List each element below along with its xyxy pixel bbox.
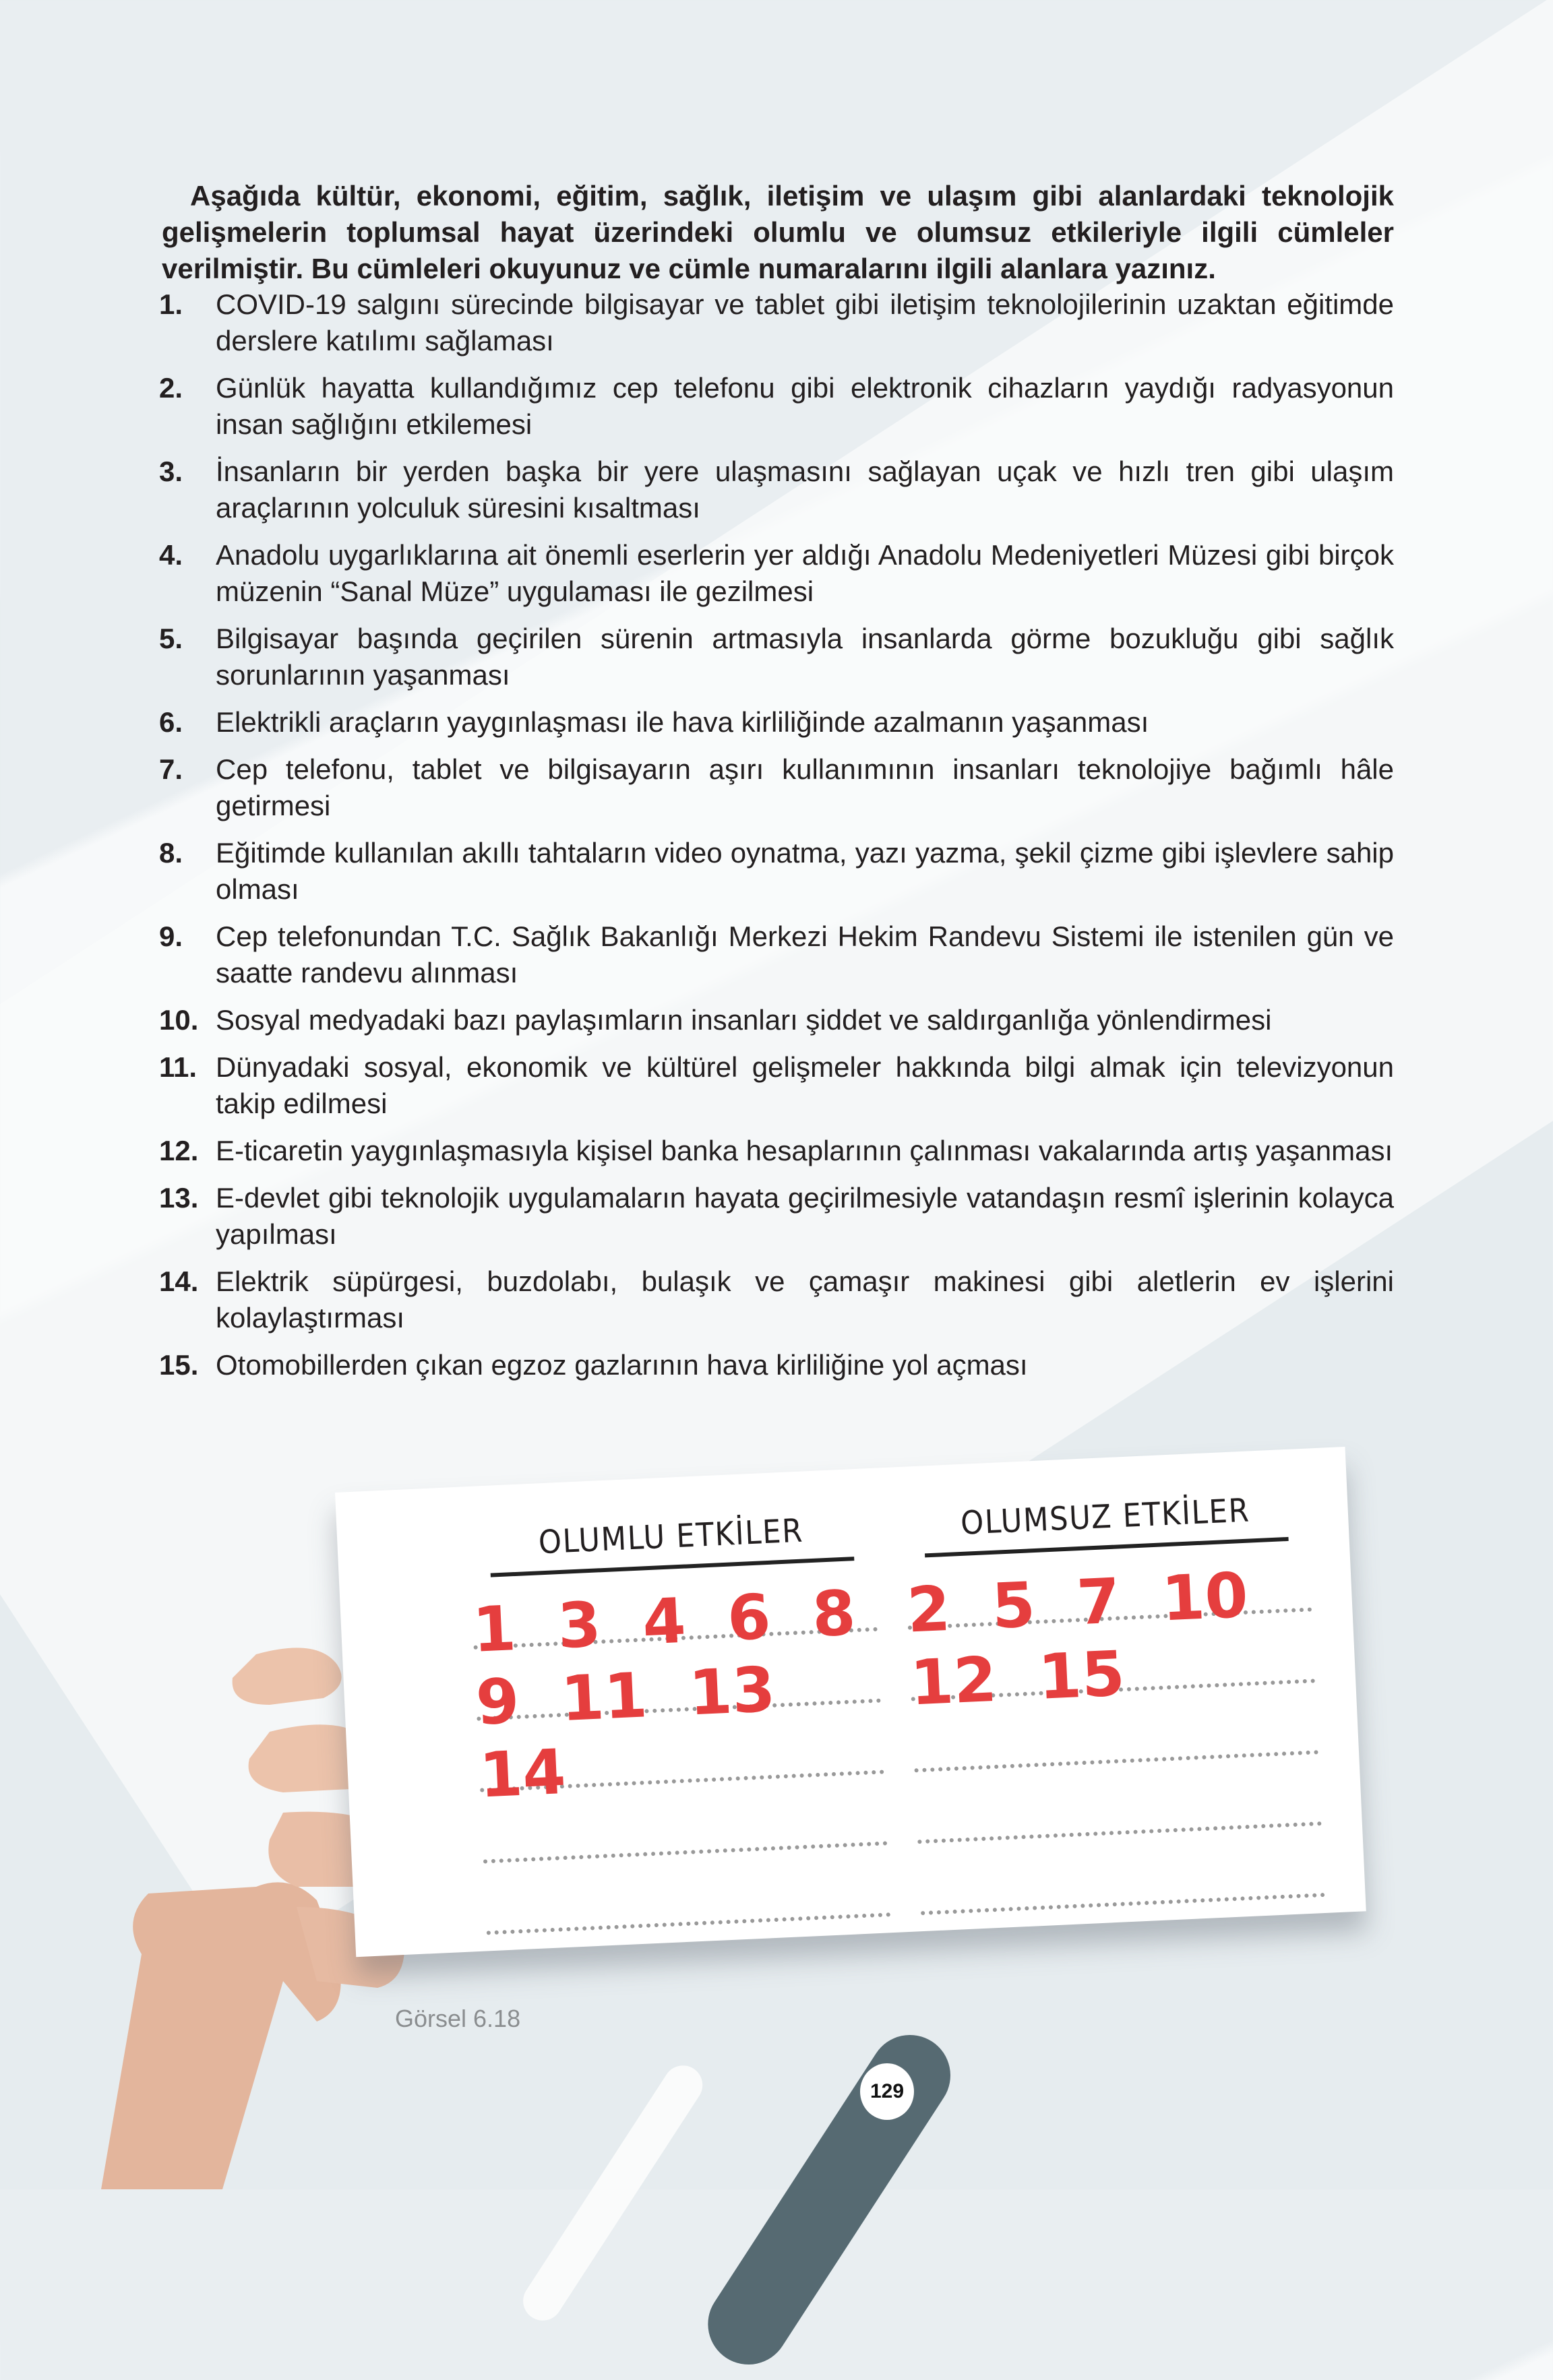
statement-item (159, 1180, 1394, 1253)
statement-text: Elektrik süpürgesi, buzdolabı, bulaşık ve çamaşır makinesi gibi aletlerin ev işlerini kolaylaştırması (216, 1265, 1394, 1334)
statement-number: 12. (159, 1135, 199, 1166)
statement-item (159, 704, 1394, 741)
statement-list (159, 286, 1394, 1394)
positive-effects-heading: OLUMLU ETKİLER (488, 1509, 854, 1577)
instructions: Aşağıda kültür, ekonomi, eğitim, sağlık, iletişim ve ulaşım gibi alanlardaki teknolojik gelişmelerin toplumsal hayat üzerindeki olumlu ve olumsuz etkileriyle ilgili cümleler verilmiştir. Bu cümleleri okuyunuz ve cümle numaralarını ilgili alanlara yazınız. (162, 180, 1394, 284)
statement-text: Sosyal medyadaki bazı paylaşımların insanları şiddet ve saldırganlığa yönlendirmesi (216, 1004, 1272, 1036)
page-number-tab (692, 2019, 966, 2380)
statement-text: COVID-19 salgını sürecinde bilgisayar ve tablet gibi iletişim teknolojilerinin uzaktan eğitimde derslere katılımı sağlaması (216, 288, 1394, 356)
statement-number: 2. (159, 372, 183, 404)
figure-caption: Görsel 6.18 (395, 2005, 521, 2032)
statement-text: Bilgisayar başında geçirilen sürenin artmasıyla insanlarda görme bozukluğu gibi sağlık sorunlarının yaşanması (216, 623, 1394, 691)
statement-text: E-ticaretin yaygınlaşmasıyla kişisel banka hesaplarının çalınması vakalarında artış yaşanması (216, 1135, 1393, 1166)
statement-item (159, 537, 1394, 610)
statement-item (159, 751, 1394, 824)
statement-item (159, 1347, 1394, 1383)
statement-text: İnsanların bir yerden başka bir yere ulaşmasını sağlayan uçak ve hızlı tren gibi ulaşım araçlarının yolculuk süresini kısaltması (216, 456, 1394, 524)
statement-number: 14. (159, 1265, 199, 1297)
statement-number: 3. (159, 456, 183, 487)
decorative-stripe (516, 2058, 710, 2328)
statement-text: E-devlet gibi teknolojik uygulamaların hayata geçirilmesiyle vatandaşın resmî işlerinin kolayca yapılması (216, 1182, 1394, 1250)
statement-text: Otomobillerden çıkan egzoz gazlarının hava kirliliğine yol açması (216, 1349, 1028, 1381)
statement-number: 6. (159, 706, 183, 738)
page-number: 129 (860, 2063, 914, 2120)
statement-text: Elektrikli araçların yaygınlaşması ile hava kirliliğinde azalmanın yaşanması (216, 706, 1149, 738)
answer-card (335, 1447, 1366, 1957)
statement-item (159, 1002, 1394, 1038)
statement-text: Günlük hayatta kullandığımız cep telefonu gibi elektronik cihazların yaydığı radyasyonun insan sağlığını etkilemesi (216, 372, 1394, 440)
statement-number: 11. (159, 1051, 197, 1083)
statement-number: 1. (159, 288, 183, 320)
statement-number: 8. (159, 837, 183, 869)
statement-number: 9. (159, 920, 183, 952)
statement-number: 13. (159, 1182, 199, 1214)
negative-effects-column (903, 1489, 1325, 1916)
statement-number: 5. (159, 623, 183, 654)
statement-item (159, 370, 1394, 443)
statement-item (159, 1049, 1394, 1122)
statement-item (159, 835, 1394, 908)
statement-text: Anadolu uygarlıklarına ait önemli eserlerin yer aldığı Anadolu Medeniyetleri Müzesi gibi birçok müzenin “Sanal Müze” uygulaması ile gezilmesi (216, 539, 1394, 607)
statement-item (159, 918, 1394, 991)
statement-item (159, 621, 1394, 693)
statement-number: 7. (159, 753, 183, 785)
statement-text: Cep telefonundan T.C. Sağlık Bakanlığı Merkezi Hekim Randevu Sistemi ile istenilen gün ve saatte randevu alınması (216, 920, 1394, 989)
statement-item (159, 1263, 1394, 1336)
positive-effects-column (468, 1509, 891, 1935)
statement-item (159, 286, 1394, 359)
positive-effects-answers: 1 3 4 6 8 9 11 13 14 (471, 1577, 857, 1812)
statement-item (159, 1133, 1394, 1169)
statement-text: Cep telefonu, tablet ve bilgisayarın aşırı kullanımının insanları teknolojiye bağımlı hâle getirmesi (216, 753, 1394, 821)
statement-number: 15. (159, 1349, 199, 1381)
statement-number: 10. (159, 1004, 199, 1036)
statement-text: Eğitimde kullanılan akıllı tahtaların video oynatma, yazı yazma, şekil çizme gibi işlevlere sahip olması (216, 837, 1394, 905)
statement-item (159, 453, 1394, 526)
statement-text: Dünyadaki sosyal, ekonomik ve kültürel gelişmeler hakkında bilgi almak için televizyonun takip edilmesi (216, 1051, 1394, 1119)
negative-effects-heading: OLUMSUZ ETKİLER (923, 1490, 1289, 1557)
statement-number: 4. (159, 539, 183, 571)
negative-effects-answers: 2 5 7 10 12 15 (905, 1559, 1250, 1720)
